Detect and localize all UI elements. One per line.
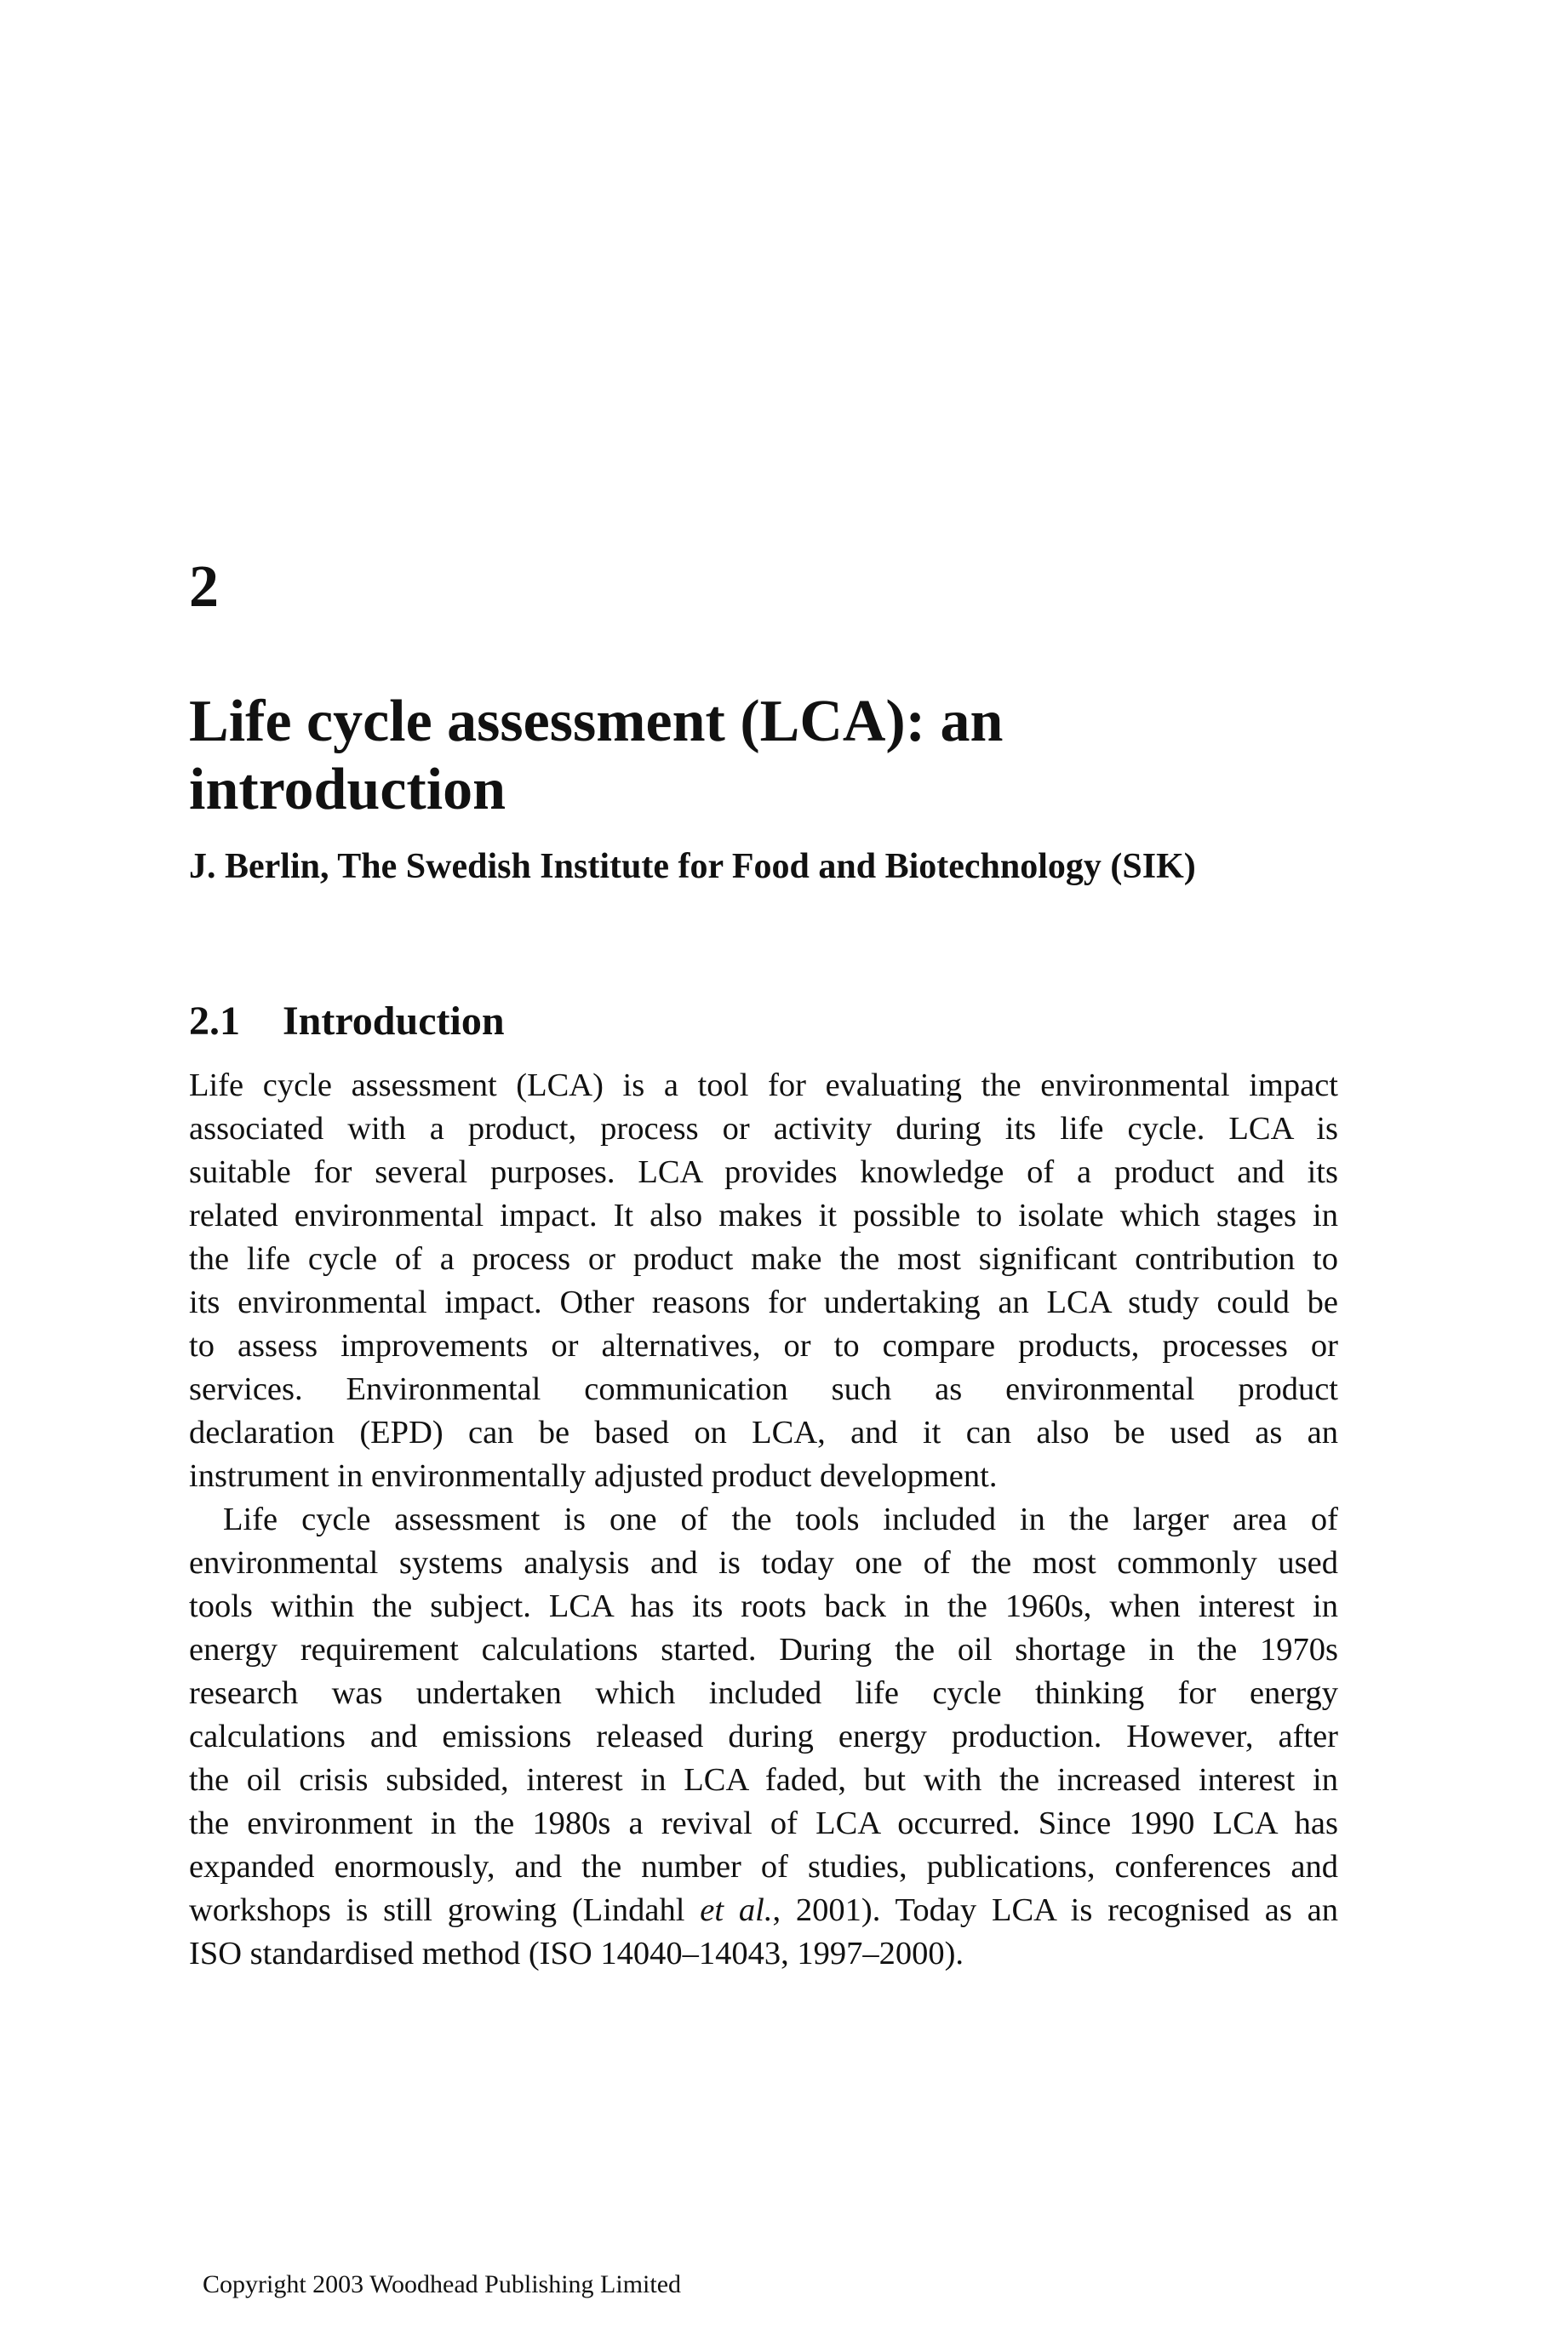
citation-before: workshops is still growing (Lindahl (189, 1892, 701, 1928)
text-line: services. Environmental communication such as environmental product (189, 1371, 1338, 1407)
paragraph-1 (189, 1064, 1338, 1498)
body-text (189, 1064, 1338, 1976)
section-number: 2.1 (189, 999, 240, 1044)
text-line: ISO standardised method (ISO 14040–14043, 1997–2000). (189, 1936, 964, 1971)
text-line: Life cycle assessment is one of the tools included in the larger area of (223, 1502, 1338, 1537)
text-line: declaration (EPD) can be based on LCA, and it can also be used as an (189, 1415, 1338, 1451)
text-line: Life cycle assessment (LCA) is a tool for evaluating the environmental impact (189, 1067, 1338, 1103)
citation-after: , 2001). Today LCA is recognised as an (772, 1892, 1339, 1928)
chapter-number: 2 (189, 554, 219, 620)
text-line: the oil crisis subsided, interest in LCA faded, but with the increased interest in (189, 1762, 1338, 1798)
copyright-footer: Copyright 2003 Woodhead Publishing Limited (203, 2270, 682, 2298)
text-line: energy requirement calculations started. During the oil shortage in the 1970s (189, 1632, 1338, 1668)
section-heading (189, 997, 505, 1046)
text-line: to assess improvements or alternatives, or to compare products, processes or (189, 1328, 1338, 1364)
text-line: instrument in environmentally adjusted product development. (189, 1458, 998, 1494)
citation-line (189, 1889, 1338, 1932)
text-line: tools within the subject. LCA has its roots back in the 1960s, when interest in (189, 1588, 1338, 1624)
text-line: calculations and emissions released during energy production. However, after (189, 1719, 1338, 1754)
paragraph-2 (189, 1498, 1338, 1976)
chapter-author: J. Berlin, The Swedish Institute for Food and Biotechnology (SIK) (189, 847, 1196, 886)
text-line: research was undertaken which included life cycle thinking for energy (189, 1675, 1338, 1711)
text-line: related environmental impact. It also makes it possible to isolate which stages in (189, 1198, 1338, 1233)
text-line: suitable for several purposes. LCA provides knowledge of a product and its (189, 1154, 1338, 1190)
text-line: the life cycle of a process or product make the most significant contribution to (189, 1241, 1338, 1277)
text-line: its environmental impact. Other reasons for undertaking an LCA study could be (189, 1285, 1338, 1320)
section-title: Introduction (283, 999, 505, 1044)
chapter-title-line: introduction (189, 757, 506, 822)
chapter-title (189, 688, 1381, 824)
text-line: environmental systems analysis and is today one of the most commonly used (189, 1545, 1338, 1581)
text-line: expanded enormously, and the number of studies, publications, conferences and (189, 1849, 1338, 1885)
text-line: associated with a product, process or activity during its life cycle. LCA is (189, 1111, 1338, 1147)
text-line: the environment in the 1980s a revival of LCA occurred. Since 1990 LCA has (189, 1805, 1338, 1841)
citation-et-al: et al. (700, 1892, 773, 1928)
chapter-title-line: Life cycle assessment (LCA): an (189, 689, 1004, 754)
